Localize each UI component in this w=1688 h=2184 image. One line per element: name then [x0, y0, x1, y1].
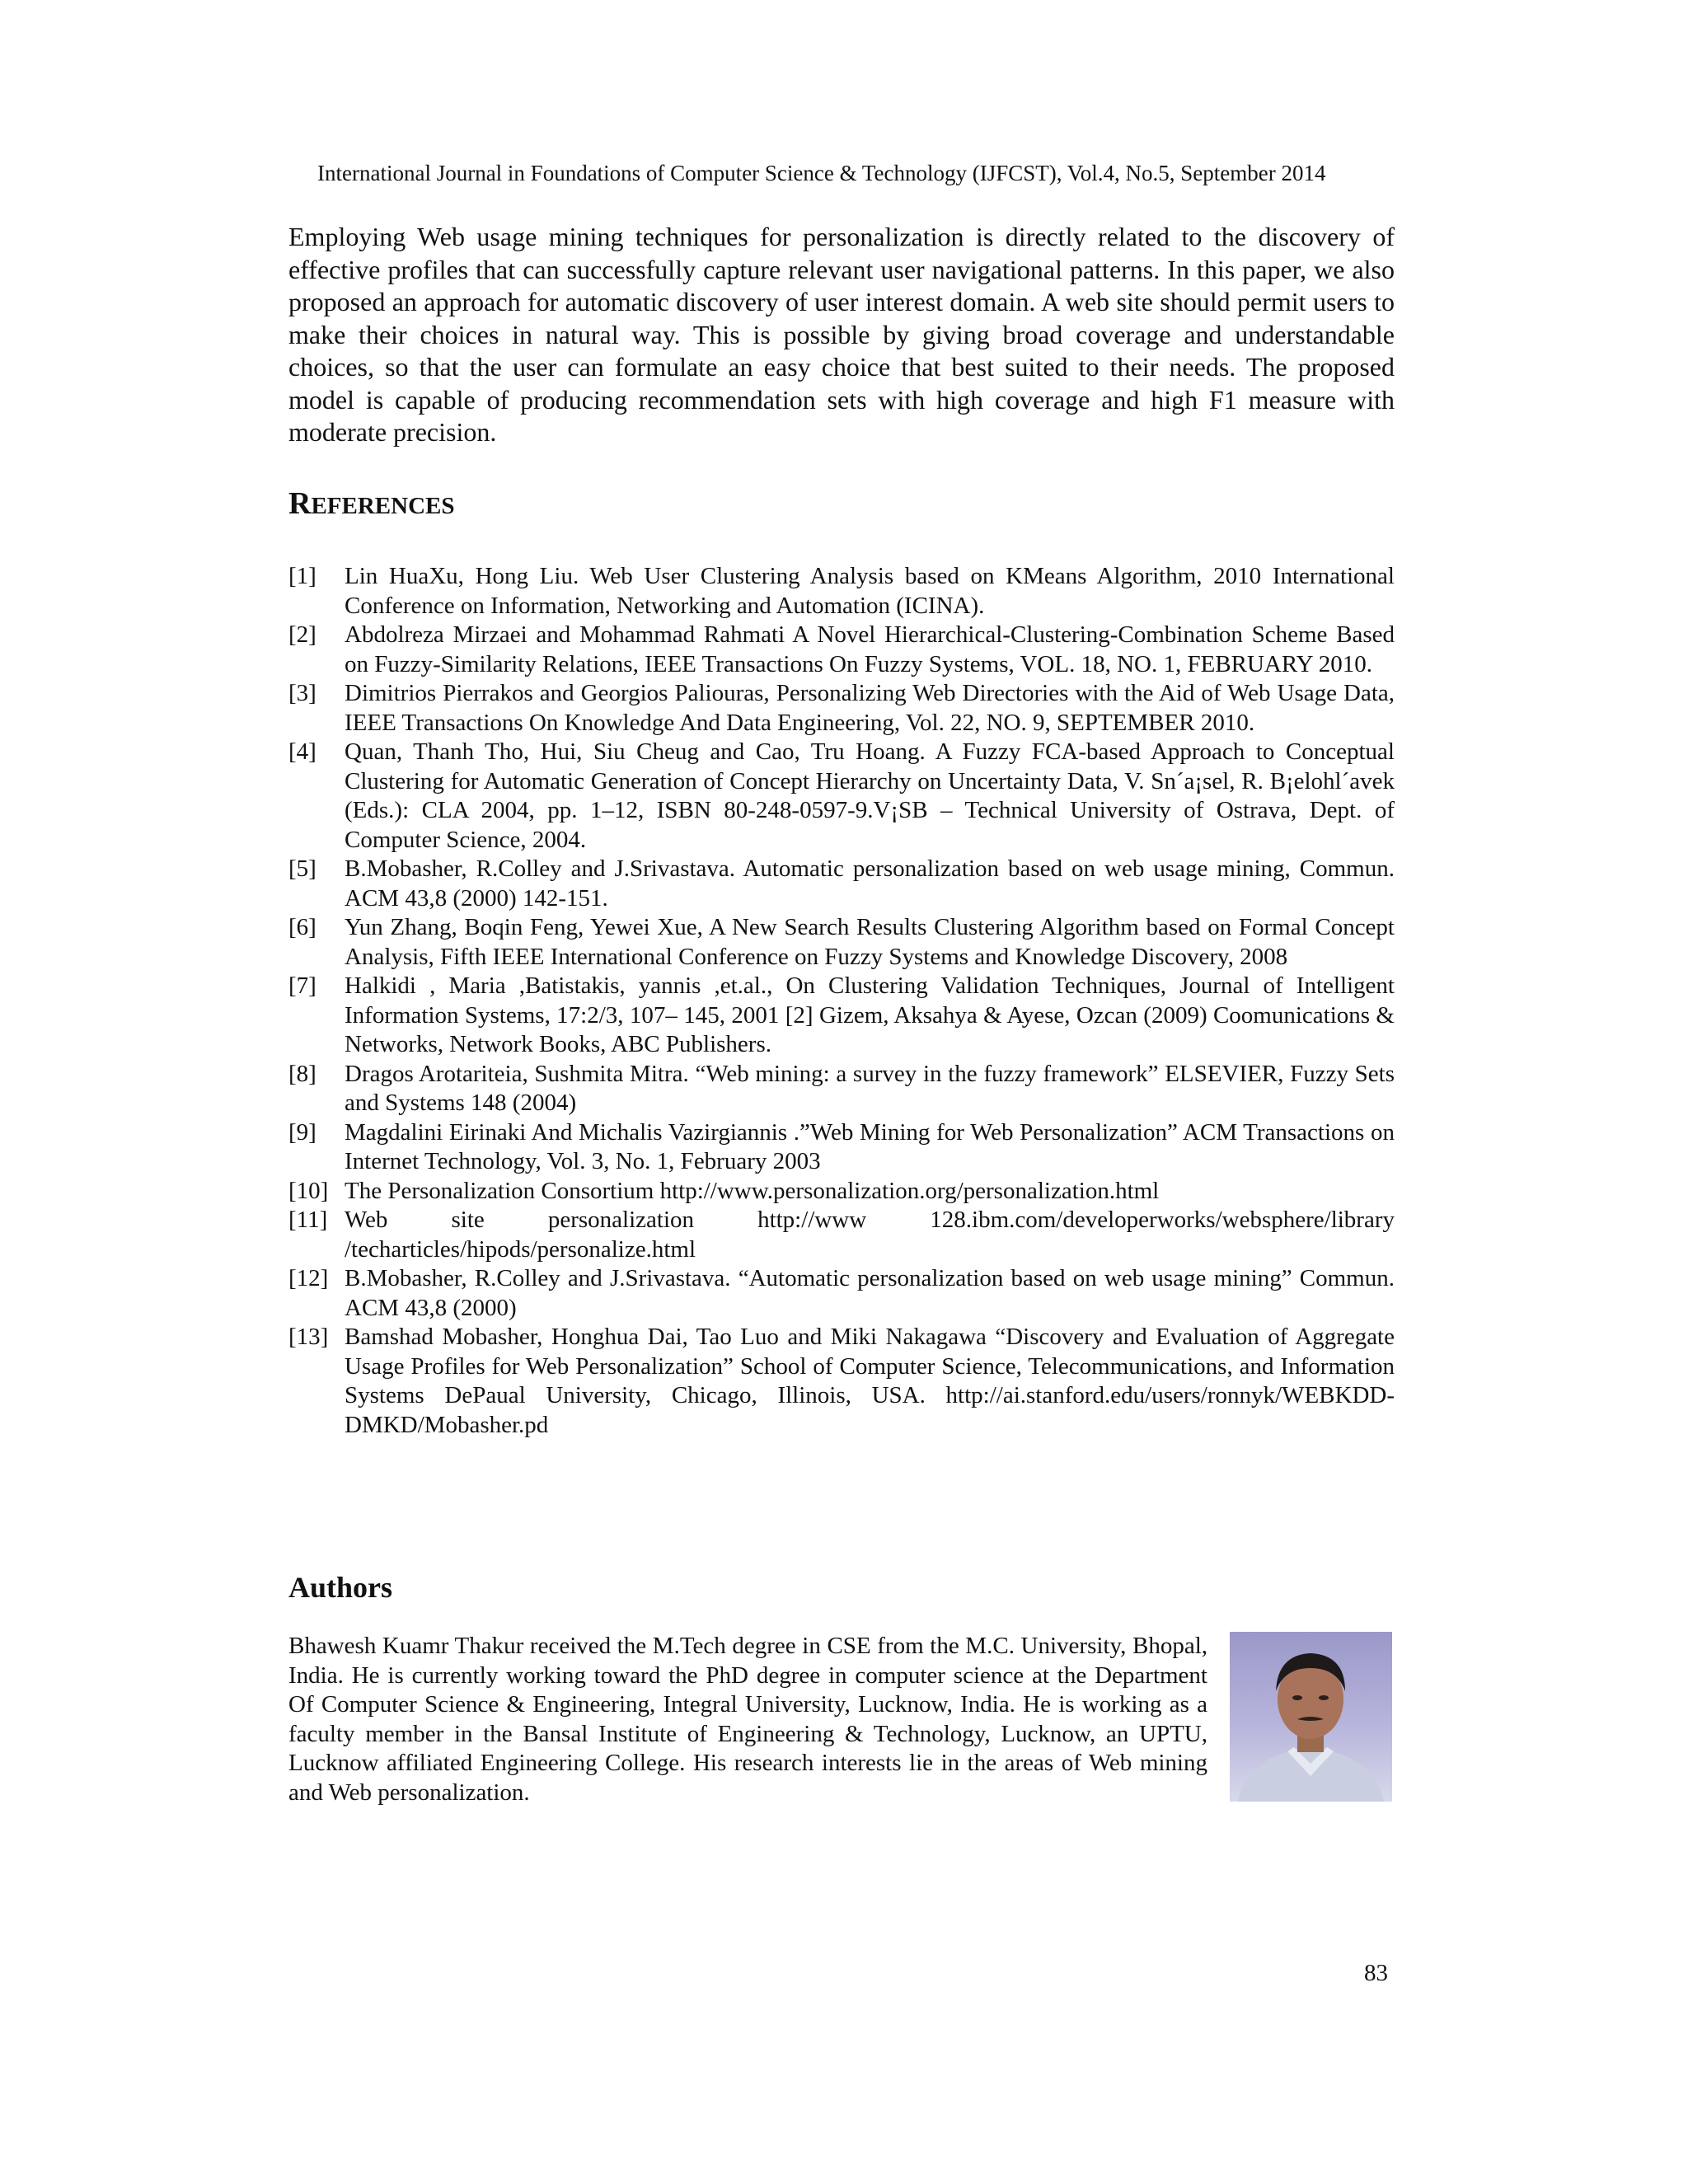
reference-number: [3]	[288, 680, 316, 706]
reference-text: Lin HuaXu, Hong Liu. Web User Clustering Analysis based on KMeans Algorithm, 2010 International Conference on Information, Networking and Automation (ICINA).	[345, 563, 1395, 619]
reference-number: [8]	[288, 1060, 316, 1087]
reference-text: Yun Zhang, Boqin Feng, Yewei Xue, A New Search Results Clustering Algorithm based on Formal Concept Analysis, Fifth IEEE International Conference on Fuzzy Systems and Knowledge Discovery, 2008	[345, 914, 1395, 970]
reference-number: [12]	[288, 1265, 329, 1291]
reference-text: Dragos Arotariteia, Sushmita Mitra. “Web mining: a survey in the fuzzy framework” ELSEVIER, Fuzzy Sets and Systems 148 (2004)	[345, 1060, 1395, 1116]
reference-text: B.Mobasher, R.Colley and J.Srivastava. “Automatic personalization based on web usage mining” Commun. ACM 43,8 (2000)	[345, 1265, 1395, 1321]
reference-item	[288, 1323, 1395, 1440]
authors-heading: Authors	[288, 1571, 393, 1604]
reference-number: [6]	[288, 914, 316, 940]
reference-item	[288, 972, 1395, 1060]
reference-item	[288, 562, 1395, 621]
reference-item	[288, 738, 1395, 855]
reference-text: Magdalini Eirinaki And Michalis Vazirgiannis .”Web Mining for Web Personalization” ACM Transactions on Internet Technology, Vol. 3, No. 1, February 2003	[345, 1118, 1395, 1174]
reference-number: [10]	[288, 1177, 329, 1204]
reference-item	[288, 855, 1395, 913]
reference-text: Abdolreza Mirzaei and Mohammad Rahmati A Novel Hierarchical-Clustering-Combination Scheme Based on Fuzzy-Similarity Relations, IEEE Transactions On Fuzzy Systems, VOL. 18, NO. 1, FEBRUARY 2010.	[345, 621, 1395, 677]
reference-item	[288, 913, 1395, 972]
author-photo	[1230, 1632, 1392, 1802]
reference-item	[288, 1206, 1395, 1264]
reference-text: Halkidi , Maria ,Batistakis, yannis ,et.al., On Clustering Validation Techniques, Journal of Intelligent Information Systems, 17:2/3, 107– 145, 2001 [2] Gizem, Aksahya & Ayese, Ozcan (2009) Coomunications & Networks, Network Books, ABC Publishers.	[345, 972, 1395, 1057]
conclusion-paragraph: Employing Web usage mining techniques for personalization is directly related to the discovery of effective profiles that can successfully capture relevant user navigational patterns. In this paper, we also proposed an approach for automatic discovery of user interest domain. A web site should permit users to make their choices in natural way. This is possible by giving broad coverage and understandable choices, so that the user can formulate an easy choice that best suited to their needs. The proposed model is capable of producing recommendation sets with high coverage and high F1 measure with moderate precision.	[288, 222, 1395, 447]
reference-text: Web site personalization http://www 128.ibm.com/developerworks/websphere/library /techarticles/hipods/personalize.html	[345, 1207, 1395, 1263]
reference-number: [11]	[288, 1207, 328, 1233]
reference-item	[288, 1118, 1395, 1177]
reference-text: Quan, Thanh Tho, Hui, Siu Cheug and Cao, Tru Hoang. A Fuzzy FCA-based Approach to Conceptual Clustering for Automatic Generation of Concept Hierarchy on Uncertainty Data, V. Sn´a¡sel, R. B¡elohl´avek (Eds.): CLA 2004, pp. 1–12, ISBN 80-248-0597-9.V¡SB – Technical University of Ostrava, Dept. of Computer Science, 2004.	[345, 738, 1395, 853]
reference-item	[288, 679, 1395, 738]
author-bio: Bhawesh Kuamr Thakur received the M.Tech degree in CSE from the M.C. University, Bhopal, India. He is currently working toward the PhD degree in computer science at the Department Of Computer Science & Engineering, Integral University, Lucknow, India. He is working as a faculty member in the Bansal Institute of Engineering & Technology, Lucknow, an UPTU, Lucknow affiliated Engineering College. His research interests lie in the areas of Web mining and Web personalization.	[288, 1633, 1207, 1806]
reference-text: Bamshad Mobasher, Honghua Dai, Tao Luo and Miki Nakagawa “Discovery and Evaluation of Aggregate Usage Profiles for Web Personalization” School of Computer Science, Telecommunications, and Information Systems DePaual University, Chicago, Illinois, USA. http://ai.stanford.edu/users/ronnyk/WEBKDD-DMKD/Mobasher.pd	[345, 1324, 1395, 1438]
reference-item	[288, 1264, 1395, 1323]
references-heading	[288, 485, 455, 522]
reference-list	[288, 562, 1395, 1440]
reference-item	[288, 1177, 1395, 1207]
reference-number: [2]	[288, 621, 316, 648]
reference-number: [7]	[288, 972, 316, 999]
author-portrait-illustration	[1230, 1632, 1392, 1802]
references-heading-rest: EFERENCES	[311, 493, 455, 519]
reference-text: The Personalization Consortium http://www.personalization.org/personalization.html	[345, 1177, 1160, 1204]
reference-number: [9]	[288, 1118, 316, 1146]
references-heading-initial: R	[288, 486, 312, 521]
reference-text: B.Mobasher, R.Colley and J.Srivastava. Automatic personalization based on web usage mining, Commun. ACM 43,8 (2000) 142-151.	[345, 855, 1395, 912]
page-number: 83	[1364, 1960, 1388, 1986]
reference-number: [1]	[288, 563, 316, 589]
reference-item	[288, 621, 1395, 679]
reference-text: Dimitrios Pierrakos and Georgios Paliouras, Personalizing Web Directories with the Aid of Web Usage Data, IEEE Transactions On Knowledge And Data Engineering, Vol. 22, NO. 9, SEPTEMBER 2010.	[345, 680, 1395, 736]
running-header: International Journal in Foundations of Computer Science & Technology (IJFCST), Vol.4, No.5, September 2014	[317, 161, 1326, 185]
reference-number: [13]	[288, 1324, 329, 1350]
reference-number: [4]	[288, 738, 316, 765]
reference-item	[288, 1060, 1395, 1118]
reference-number: [5]	[288, 855, 316, 882]
